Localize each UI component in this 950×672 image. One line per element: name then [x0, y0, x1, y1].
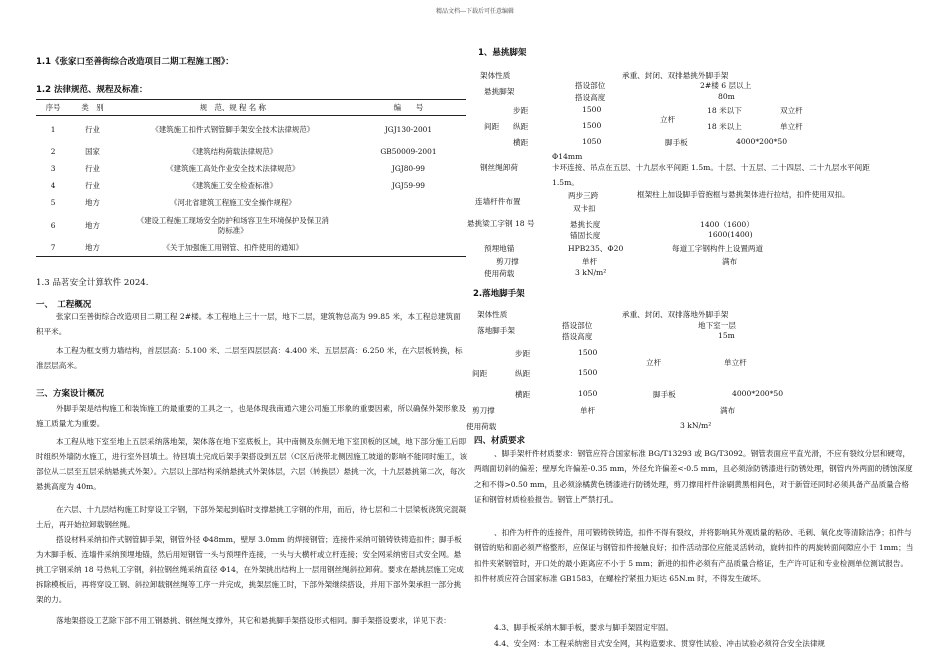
- cell: 地方: [70, 240, 114, 257]
- value-board: 4000*200*50: [736, 137, 788, 146]
- col-code: 编 号: [351, 100, 466, 116]
- value-rope-diameter: Φ14mm: [552, 152, 583, 161]
- label-brace-2: 剪刀撑: [472, 406, 495, 415]
- col-type: 类 别: [70, 100, 114, 116]
- label-spacing: 间距: [484, 122, 500, 131]
- cell: 3: [50, 164, 56, 174]
- value-brace: 单杆: [582, 257, 598, 266]
- para-design-5: 落地架搭设工艺除下部不用工钢悬挑、钢丝绳支撑外，其它和悬挑脚手架搭设形式相同。脚手架搭设要求，详见下表：: [56, 616, 451, 625]
- value-nature-2: 承重、封闭、双排落地外脚手架: [622, 310, 729, 319]
- label-board: 脚手板: [665, 138, 688, 147]
- cell: 《建筑施工高处作业安全技术法律规范》: [166, 164, 300, 174]
- para-overview-2: 本工程为框支剪力墙结构，首层层高：5.100 米、二层至四层层高：4.400 米、五层层高：6.250 米，在六层板转换，标准层层高米。: [36, 346, 463, 370]
- value-height-2: 15m: [718, 331, 735, 340]
- value-pole-2: 单立杆: [724, 358, 747, 367]
- section-design: 三、方案设计概况: [36, 389, 105, 399]
- para-design-4: 搭设材料采纳扣件式钢管脚手架，钢管外径 Φ48mm，壁厚 3.0mm 的焊接钢管；连接件采纳可锻铸铁铸造扣件；脚手板为木脚手板、连墙件采纳预埋地锚，然后用短钢管一头与预埋件连接，一头与大横杆或立杆连接；安全网采纳密目式安全网。悬挑工字钢采纳 18 号热轧工字钢，斜拉钢丝绳采纳直径 Φ14，在外架挑出结构上一层用钢丝绳斜拉卸荷。要求在悬挑层施工完成拆除模板后，再将穿设工钢、斜拉卸载钢丝绳等工序一并完成，挑架层施工时，下部外架继续搭设，并用下部外架承担一部分挑架的力。: [36, 535, 464, 604]
- law-table: [36, 99, 466, 257]
- value-cantilever-length: 1400（1600）: [700, 220, 754, 229]
- cell: 1: [50, 124, 56, 134]
- label-rope: 钢丝绳卸荷: [480, 163, 518, 172]
- value-wall-tie-1: 两步三跨: [568, 191, 599, 200]
- value-embed: HPB235、Φ20: [568, 244, 624, 253]
- cell: 国家: [85, 147, 100, 157]
- label-wall-tie: 连墙杆件布置: [475, 197, 521, 206]
- cell: 《关于加强施工用钢管、扣件使用的通知》: [115, 240, 351, 257]
- value-cross: 1050: [582, 137, 602, 146]
- value-wall-tie-desc: 框架柱上加设脚手管抱框与悬挑架体进行拉结，扣件使用双扣。: [637, 190, 850, 199]
- value-rope-desc: 卡环连接、吊点在五层、十九层水平间距 1.5m。十层、十五层、二十四层、二十九层水平间距 1.5m。: [552, 163, 870, 188]
- heading-laws: 1.2 法律规范、规程及标准：: [36, 85, 148, 95]
- value-step: 1500: [582, 105, 602, 114]
- software-line: 1.3 品茗安全计算软件 2024.: [36, 278, 149, 288]
- cell: JGJ59-99: [391, 181, 426, 191]
- para-materials-3: 4.3、脚手板采纳木脚手板，要求与脚手架固定牢固。: [494, 623, 674, 632]
- table-row: [36, 161, 466, 178]
- value-load: 3 kN/m²: [575, 268, 607, 277]
- table-row: [36, 116, 466, 144]
- label-step-2: 步距: [515, 349, 531, 358]
- label-embed: 预埋地锚: [484, 244, 515, 253]
- cell: 地方: [85, 220, 100, 230]
- cell: 行业: [85, 124, 100, 134]
- value-wall-tie-2: 双卡扣: [573, 204, 596, 213]
- value-brace-desc-2: 满布: [720, 406, 736, 415]
- label-anchor-length: 锚固长度: [570, 231, 601, 240]
- label-step: 步距: [513, 106, 529, 115]
- value-brace-2: 单杆: [580, 406, 596, 415]
- cell: 5: [50, 198, 56, 208]
- cell: 地方: [85, 198, 100, 208]
- label-height-2: 搭设高度: [562, 332, 593, 341]
- value-board-2: 4000*200*50: [732, 389, 784, 398]
- cell: 7: [36, 240, 70, 257]
- label-long-2: 纵距: [515, 369, 531, 378]
- value-pole-b-type: 单立杆: [780, 122, 803, 131]
- table-row: [36, 178, 466, 195]
- label-nature-2: 架体性质: [477, 310, 508, 319]
- label-position: 搭设部位: [575, 81, 606, 90]
- table-row: [36, 240, 466, 257]
- value-load-2: 3 kN/m²: [680, 421, 712, 430]
- value-embed-desc: 每道工字钢构件上设置两道: [672, 244, 764, 253]
- cell: 《建筑施工安全检查标准》: [188, 181, 278, 191]
- value-anchor-length: 1600(1400): [708, 230, 753, 239]
- law-table-header: [36, 100, 466, 116]
- para-materials-2: 、扣件为杆件的连接件，用可锻铸铁铸造，扣件不得有裂纹，并将影响其外观质量的粘砂、毛刺、氧化皮等清除洁净；扣件与钢管的贴和面必须严格整形，应保证与钢管扣件接触良好；扣件活动部位应能灵活转动，旋转扣件的两旋转面间隙应小于 1mm；当扣件夹紧钢管时，开口处的最小距离应不小于 5 mm；新进的扣件必须有产品质量合格证，生产许可证和专业检测单位测试报告。扣件材质应符合国家标准 GB1583，在螺栓拧紧扭力矩达 65N.m 时，不得发生破坏。: [474, 528, 914, 584]
- col-name: 规 范、规 程 名 称: [115, 100, 351, 116]
- label-cantilever-frame: 悬挑脚架: [484, 87, 515, 96]
- cell: 行业: [85, 164, 100, 174]
- table-row: [36, 144, 466, 161]
- para-design-3: 在六层、十九层结构施工时穿设工字钢，下部外架起到临时支撑悬挑工字钢的作用，而后，待七层和二十层梁板浇筑完混凝土后，再开始拉卸载钢丝绳。: [36, 505, 467, 529]
- label-load: 使用荷载: [484, 269, 515, 278]
- label-load-2: 使用荷载: [466, 422, 497, 431]
- cell: 行业: [85, 181, 100, 191]
- label-cross-2: 横距: [515, 390, 531, 399]
- label-height: 搭设高度: [575, 93, 606, 102]
- cell: 6: [50, 220, 56, 230]
- value-position-2: 地下室一层: [698, 321, 736, 330]
- page-header: 精品文档---下载后可任意编辑: [435, 8, 515, 15]
- cell: 4: [50, 181, 56, 191]
- value-height: 80m: [718, 92, 735, 101]
- col-no: 序号: [36, 100, 70, 116]
- label-brace: 剪刀撑: [496, 257, 519, 266]
- para-design-1: 外脚手架是结构施工和装饰施工的最重要的工具之一，也是体现我南通六建公司施工形象的重要因素，所以确保外架形象及施工质量尤为重要。: [36, 404, 467, 428]
- value-long-2: 1500: [578, 368, 598, 377]
- para-materials-1: 、脚手架杆件材质要求：钢管应符合国家标准 BG/T13293 或 BG/T3092。钢管表面应平直光滑，不应有裂纹分层和硬弯，两端面切斜的偏差；壁厚允许偏差-0.35 mm，外径允许偏差<-0.5 mm，且必须涂防锈漆进行防锈处理，钢管内外两面的锈蚀深度之和不得>0.50 mm，且必须涂橘黄色锈漆进行防锈处理，剪刀撑用杆件涂刷黄黑相间色，对于新管还同时必须具备产品质量合格证和钢管材质检验报告。钢管上严禁打孔。: [474, 449, 913, 505]
- cell: JGJ80-99: [391, 164, 426, 174]
- label-position-2: 搭设部位: [562, 321, 593, 330]
- label-nature: 架体性质: [480, 71, 511, 80]
- label-cross: 横距: [513, 138, 529, 147]
- value-pole-a: 18 米以下: [707, 106, 742, 115]
- cell: [351, 240, 466, 257]
- label-pole: 立杆: [660, 115, 676, 124]
- value-step-2: 1500: [578, 348, 598, 357]
- cell: 《建设工程施工现场安全防护和场容卫生环境保护及保卫消防标准》: [136, 215, 329, 235]
- cell: 《建筑结构荷载法律规范》: [188, 147, 278, 157]
- value-position: 2#楼 6 层以上: [700, 81, 752, 90]
- table-row: [36, 212, 466, 240]
- label-ground-frame: 落地脚手架: [477, 326, 515, 335]
- cell: 《建筑施工扣件式钢管脚手架安全技术法律规范》: [151, 124, 315, 134]
- value-long: 1500: [582, 121, 602, 130]
- section-overview: 一、 工程概况: [36, 300, 92, 310]
- label-pole-2: 立杆: [646, 358, 662, 367]
- para-design-2: 本工程从地下室至地上五层采纳落地架，架体落在地下室底板上，其中南侧及东侧无地下室顶板的区域，地下部分施工后即时组织外墙防水施工，进行室外回填土。待回填土完成后架手架搭设到五层（C区后浇带北侧因施工坡道的影响不能同时施工，该部位从二层至五层采纳悬挑式外架）。六层以上部结构采纳悬挑式外架体层，六层（转换层）悬挑一次，十九层悬挑第二次，每次悬挑高度为 40m。: [36, 437, 468, 491]
- value-pole-b: 18 米以上: [707, 122, 742, 131]
- para-materials-4: 4.4、安全网：本工程采纳密目式安全网，其构造要求、贯穿性试验、冲击试验必须符合安全法律规: [494, 639, 826, 648]
- label-long: 纵距: [513, 122, 529, 131]
- label-cantilever-length: 悬挑长度: [570, 220, 601, 229]
- value-brace-desc: 满布: [722, 257, 738, 266]
- table-row: [36, 195, 466, 212]
- heading-ground-frame: 2.落地脚手架: [473, 289, 525, 299]
- cell: JGJ130-2001: [384, 124, 433, 134]
- label-beam: 悬挑梁工字钢 18 号: [467, 219, 535, 228]
- cell: GB50009-2001: [380, 147, 437, 157]
- cell: 2: [50, 147, 56, 157]
- para-overview-1: 张家口至善街综合改造项目二期工程 2#楼。本工程地上三十一层，地下二层，建筑物总高为 99.85 米，本工程总建筑面积平米。: [36, 312, 461, 336]
- heading-drawings: 1.1《张家口至善街综合改造项目二期工程施工图》：: [36, 57, 234, 67]
- heading-materials: 四、材质要求: [474, 436, 526, 446]
- value-nature: 承重、封闭、双排悬挑外脚手架: [622, 71, 729, 80]
- heading-cantilever: 1、悬挑脚架: [478, 48, 527, 58]
- cell: 《河北省建筑工程施工安全操作规程》: [169, 198, 296, 208]
- label-board-2: 脚手板: [653, 390, 676, 399]
- cell: [351, 212, 466, 240]
- cell: [351, 195, 466, 212]
- value-pole-a-type: 双立杆: [780, 106, 803, 115]
- label-spacing-2: 间距: [472, 369, 488, 378]
- value-cross-2: 1050: [578, 389, 598, 398]
